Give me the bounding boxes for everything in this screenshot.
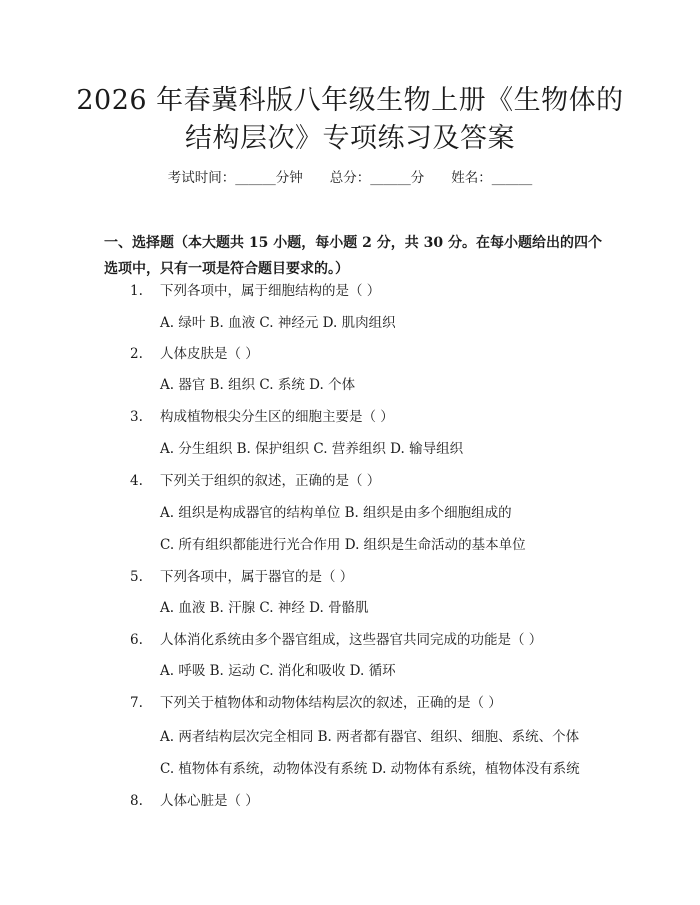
question-1-options: A. 绿叶 B. 血液 C. 神经元 D. 肌肉组织 bbox=[160, 315, 396, 331]
exam-info-line: 考试时间：______分钟 总分：______分 姓名：______ bbox=[167, 170, 533, 186]
question-7-option-line-1: A. 两者结构层次完全相同 B. 两者都有器官、组织、细胞、系统、个体 bbox=[160, 729, 580, 745]
question-3-options: A. 分生组织 B. 保护组织 C. 营养组织 D. 输导组织 bbox=[160, 441, 464, 457]
question-6 bbox=[130, 630, 542, 650]
question-number: 3. bbox=[130, 409, 143, 425]
question-stem: 人体皮肤是（ ） bbox=[160, 346, 259, 362]
question-stem: 下列各项中，属于器官的是（ ） bbox=[160, 569, 354, 585]
question-7-option-line-2: C. 植物体有系统，动物体没有系统 D. 动物体有系统，植物体没有系统 bbox=[160, 761, 580, 777]
question-4-option-line-1: A. 组织是构成器官的结构单位 B. 组织是由多个细胞组成的 bbox=[160, 505, 512, 521]
question-stem: 下列关于组织的叙述，正确的是（ ） bbox=[160, 473, 381, 489]
question-4-option-line-2: C. 所有组织都能进行光合作用 D. 组织是生命活动的基本单位 bbox=[160, 537, 526, 553]
question-2 bbox=[130, 344, 259, 364]
question-7 bbox=[130, 693, 502, 713]
question-stem: 人体消化系统由多个器官组成，这些器官共同完成的功能是（ ） bbox=[160, 632, 543, 648]
question-8 bbox=[130, 791, 259, 811]
question-number: 1. bbox=[130, 283, 143, 299]
question-number: 7. bbox=[130, 695, 143, 711]
document-title-line-2: 结构层次》专项练习及答案 bbox=[185, 123, 515, 154]
question-number: 5. bbox=[130, 569, 143, 585]
question-number: 8. bbox=[130, 793, 143, 809]
question-3 bbox=[130, 407, 394, 427]
question-number: 6. bbox=[130, 632, 143, 648]
question-2-options: A. 器官 B. 组织 C. 系统 D. 个体 bbox=[160, 377, 356, 393]
question-stem: 下列关于植物体和动物体结构层次的叙述，正确的是（ ） bbox=[160, 695, 502, 711]
question-stem: 下列各项中，属于细胞结构的是（ ） bbox=[160, 283, 381, 299]
question-number: 4. bbox=[130, 473, 143, 489]
question-stem: 人体心脏是（ ） bbox=[160, 793, 259, 809]
question-number: 2. bbox=[130, 346, 143, 362]
question-5 bbox=[130, 567, 353, 587]
question-6-options: A. 呼吸 B. 运动 C. 消化和吸收 D. 循环 bbox=[160, 663, 396, 679]
document-title-line-1: 2026 年春冀科版八年级生物上册《生物体的 bbox=[76, 85, 624, 116]
question-4 bbox=[130, 471, 380, 491]
question-5-options: A. 血液 B. 汗腺 C. 神经 D. 骨骼肌 bbox=[160, 600, 369, 616]
question-stem: 构成植物根尖分生区的细胞主要是（ ） bbox=[160, 409, 394, 425]
question-1 bbox=[130, 281, 380, 301]
section-heading: 一、选择题（本大题共 15 小题，每小题 2 分，共 30 分。在每小题给出的四个选项中，只有一项是符合题目要求的。） bbox=[104, 235, 602, 277]
